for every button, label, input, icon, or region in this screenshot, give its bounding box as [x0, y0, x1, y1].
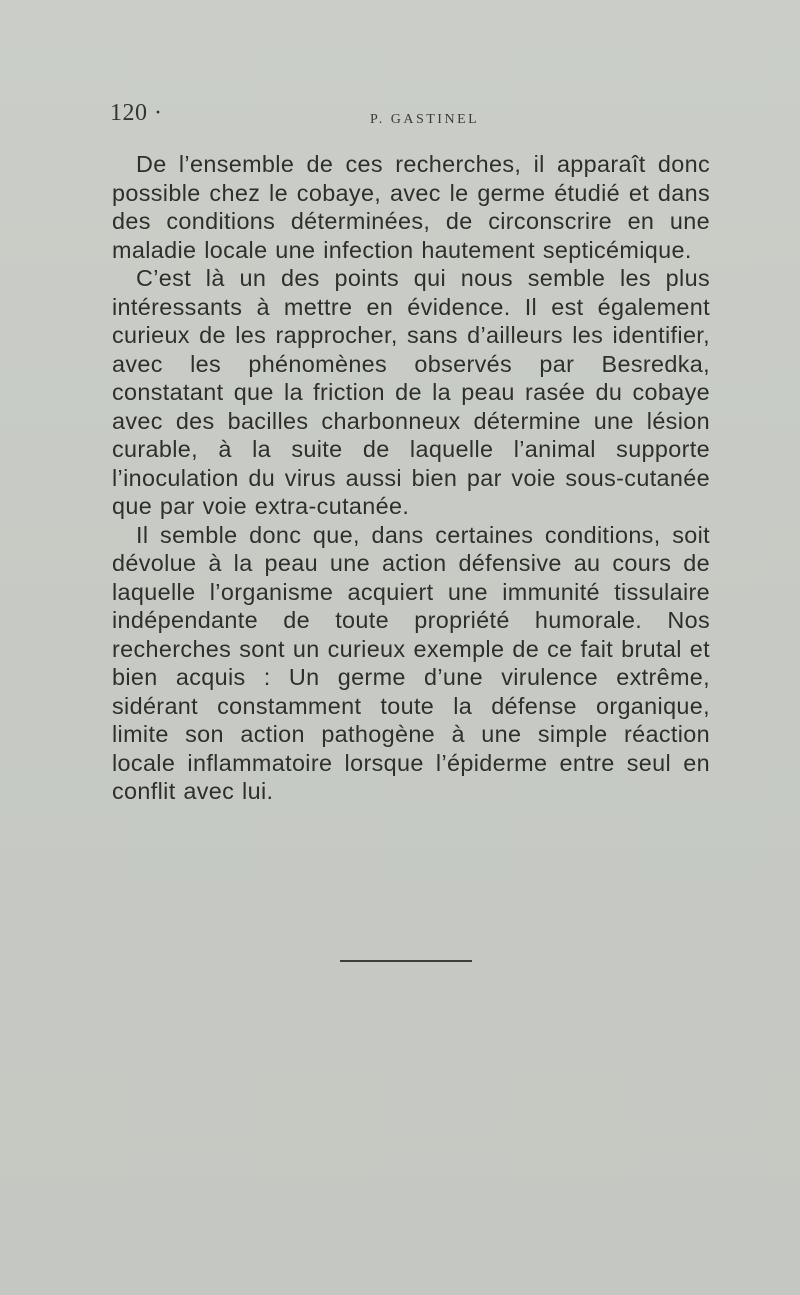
paragraph-3: Il semble donc que, dans certaines conditions, soit dévolue à la peau une action défensive au cours de laquelle l’organisme acquiert une immunité tissulaire indépendante de toute propriété humorale. Nos recherches sont un curieux exemple de ce fait brutal et bien acquis : Un germe d’une virulence extrême, sidérant constamment toute la défense organique, limite son action pathogène à une simple réaction locale inflammatoire lorsque l’épiderme entre seul en conflit avec lui. [112, 521, 710, 804]
running-head-author: P. GASTINEL [370, 112, 480, 127]
page-header [110, 100, 670, 140]
section-end-rule [340, 960, 472, 962]
paragraph-1: De l’ensemble de ces recherches, il apparaît donc possible chez le cobaye, avec le germe étudié et dans des conditions déterminées, de circonscrire en une maladie locale une infection hautement septicémique. [112, 151, 710, 263]
paragraph-2: C’est là un des points qui nous semble les plus intéressants à mettre en évidence. Il est également curieux de les rapprocher, sans d’ailleurs les identifier, avec les phénomènes observés par Besredka, constatant que la friction de la peau rasée du cobaye avec des bacilles charbonneux détermine une lésion curable, à la suite de laquelle l’animal supporte l’inoculation du virus aussi bien par voie sous-cutanée que par voie extra-cutanée. [112, 265, 710, 519]
body-text [112, 150, 710, 806]
page-number: 120 · [110, 100, 163, 126]
